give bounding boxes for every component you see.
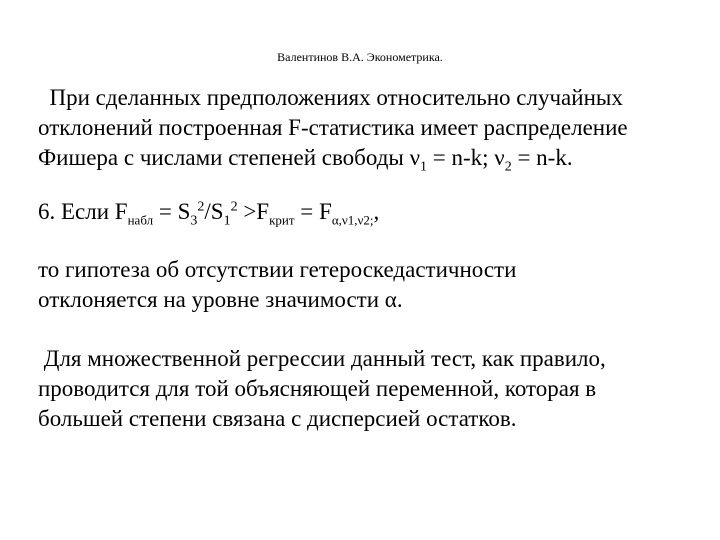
- subscript-f-observed: набл: [127, 212, 154, 228]
- formula-text: = F: [294, 199, 332, 224]
- formula-text: = S: [153, 199, 191, 224]
- paragraph-line: проводится для той объясняющей переменной, которая в: [38, 376, 597, 401]
- formula-text: >F: [237, 199, 270, 224]
- text: Фишера с числами степеней свободы ν: [38, 145, 421, 170]
- subscript: 2: [504, 159, 512, 175]
- superscript-s3: 2: [197, 199, 205, 215]
- subscript-s3: 3: [190, 213, 198, 229]
- subscript-f-critical: крит: [269, 212, 295, 228]
- text: = n-k.: [511, 145, 573, 170]
- paragraph-line: При сделанных предположениях относительно случайных: [38, 85, 623, 110]
- paragraph-line-degrees-of-freedom: [38, 143, 708, 173]
- paragraph-line: большей степени связана с дисперсией остатков.: [38, 406, 517, 431]
- subscript-f-alpha: α,ν1,ν2;: [331, 212, 374, 228]
- paragraph-line: то гипотеза об отсутствии гетероскедастичности: [38, 257, 517, 282]
- subscript: 1: [420, 159, 428, 175]
- paragraph-multiple-regression: [38, 344, 708, 434]
- formula-prefix: 6. Если F: [38, 199, 128, 224]
- paragraph-hypothesis: [38, 255, 708, 315]
- paragraph-fisher-distribution: [38, 83, 708, 173]
- formula-text: ,: [373, 199, 380, 224]
- formula-text: /S: [204, 199, 224, 224]
- paragraph-line: отклонений построенная F-статистика имеет распределение: [38, 115, 628, 140]
- subscript-s1: 1: [223, 213, 231, 229]
- paragraph-line: Для множественной регрессии данный тест, как правило,: [38, 346, 606, 371]
- paragraph-line: отклоняется на уровне значимости α.: [38, 287, 403, 312]
- text: = n-k; ν: [427, 145, 505, 170]
- formula-line: [38, 197, 708, 227]
- document-header: Валентинов В.А. Эконометрика.: [277, 50, 443, 64]
- superscript-s1: 2: [230, 199, 238, 215]
